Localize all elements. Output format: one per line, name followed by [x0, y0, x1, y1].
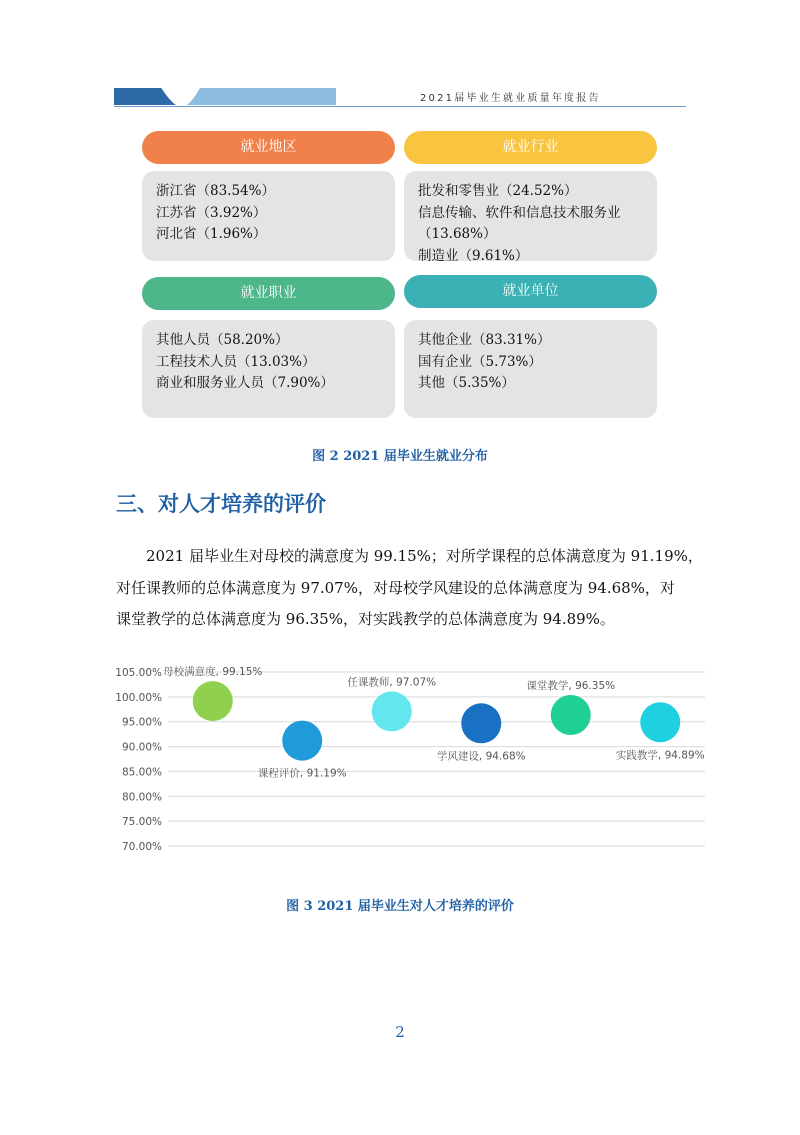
header-rule	[114, 106, 686, 107]
y-tick-label: 70.00%	[121, 841, 162, 853]
data-label: 母校满意度, 99.15%	[163, 666, 263, 679]
paragraph-line: 课堂教学的总体满意度为 96.35%，对实践教学的总体满意度为 94.89%。	[116, 610, 615, 628]
header-bar-light	[182, 88, 336, 105]
figure3-caption: 图 3 2021 届毕业生对人才培养的评价	[286, 899, 514, 914]
y-tick-label: 90.00%	[121, 741, 162, 754]
data-label: 课堂教学, 96.35%	[526, 680, 616, 693]
employer-title: 就业单位	[404, 275, 657, 308]
header-logo-wave	[160, 86, 200, 107]
data-label: 实践教学, 94.89%	[615, 749, 705, 762]
card-line: 国有企业（5.73%）	[418, 353, 542, 370]
y-tick-label: 100.00%	[115, 691, 162, 704]
page-number: 2	[395, 1023, 405, 1041]
card-line: （13.68%）	[418, 226, 497, 242]
data-label: 学风建设, 94.68%	[436, 750, 526, 763]
industry-title: 就业行业	[404, 131, 657, 164]
card-line: 制造业（9.61%）	[418, 247, 529, 264]
data-point	[193, 681, 233, 721]
occupation-card	[142, 320, 395, 418]
y-tick-label: 95.00%	[121, 716, 162, 729]
card-line: 江苏省（3.92%）	[156, 204, 267, 221]
card-line: 信息传输、软件和信息技术服务业	[418, 204, 621, 221]
card-line: 商业和服务业人员（7.90%）	[156, 375, 334, 391]
satisfaction-chart	[100, 652, 710, 857]
region-title: 就业地区	[142, 131, 395, 164]
section-heading: 三、对人才培养的评价	[116, 492, 326, 516]
data-point	[282, 721, 322, 761]
y-tick-label: 80.00%	[121, 791, 162, 804]
y-tick-label: 85.00%	[121, 766, 162, 779]
card-line: 其他（5.35%）	[418, 375, 515, 391]
y-tick-label: 75.00%	[121, 816, 162, 829]
header-title: 2021届毕业生就业质量年度报告	[420, 93, 601, 104]
data-point	[640, 702, 680, 742]
card-line: 河北省（1.96%）	[156, 226, 267, 242]
data-point	[372, 691, 412, 731]
region-card	[142, 171, 395, 261]
figure2-caption: 图 2 2021 届毕业生就业分布	[312, 449, 488, 464]
y-tick-label: 105.00%	[115, 667, 162, 679]
card-line: 浙江省（83.54%）	[156, 183, 275, 199]
data-label: 任课教师, 97.07%	[347, 676, 437, 689]
card-line: 批发和零售业（24.52%）	[418, 183, 578, 199]
data-label: 课程评价, 91.19%	[257, 767, 347, 780]
data-point	[461, 703, 501, 743]
occupation-title: 就业职业	[142, 277, 395, 310]
card-line: 其他人员（58.20%）	[156, 332, 289, 348]
paragraph-line: 对任课教师的总体满意度为 97.07%，对母校学风建设的总体满意度为 94.68%，对	[116, 578, 675, 597]
employer-card	[404, 320, 657, 418]
data-point	[551, 695, 591, 735]
card-line: 工程技术人员（13.03%）	[156, 353, 316, 370]
paragraph-line: 2021 届毕业生对母校的满意度为 99.15%；对所学课程的总体满意度为 91.19%，	[146, 547, 703, 565]
section-paragraph	[116, 541, 703, 636]
industry-card	[404, 171, 657, 264]
card-line: 其他企业（83.31%）	[418, 332, 551, 348]
